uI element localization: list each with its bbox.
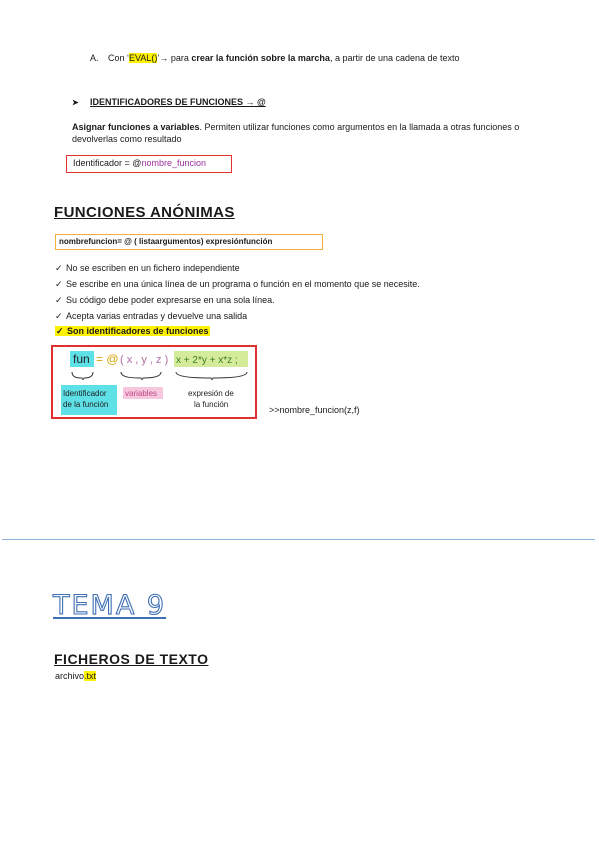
diagram-eq-at-text: = @ — [96, 352, 119, 366]
anonimas-title: FUNCIONES ANÓNIMAS — [54, 204, 235, 221]
diagram-label-ident-2: de la función — [63, 400, 109, 409]
identificadores-desc-bold: Asignar funciones a variables — [72, 122, 200, 132]
archivo-line — [55, 671, 96, 681]
identificadores-heading-text: IDENTIFICADORES DE FUNCIONES → @ — [90, 97, 266, 107]
highlighted-check — [55, 326, 210, 336]
check-item — [55, 294, 275, 306]
check-icon: ✓ — [55, 263, 63, 273]
tema-title: TEMA 9 — [53, 590, 167, 621]
anonymous-function-diagram — [51, 345, 257, 419]
check-item-text: No se escriben en un fichero independiente — [66, 263, 240, 273]
ficheros-title: FICHEROS DE TEXTO — [54, 651, 209, 667]
diagram-expr-text: x + 2*y + x*z ; — [176, 355, 238, 366]
check-icon: ✓ — [55, 295, 63, 305]
eval-prefix: Con ‘ — [108, 53, 130, 63]
identificadores-desc-rest: . Permiten utilizar funciones como argumentos en la llamada a otras funciones o devolverlas como resultado — [72, 122, 520, 144]
archivo-extension: .txt — [84, 671, 97, 681]
identificadores-heading — [72, 97, 266, 107]
check-item — [55, 310, 247, 322]
check-item-text: Acepta varias entradas y devuelve una salida — [66, 311, 248, 321]
check-item-text: Son identificadores de funciones — [67, 326, 209, 336]
archivo-prefix: archivo — [55, 671, 85, 681]
anonimas-syntax-box: nombrefuncion= @ ( listaargumentos) expresiónfunción — [55, 234, 323, 250]
list-letter: A. — [90, 53, 99, 63]
page-separator — [2, 539, 595, 540]
brace-expr-icon — [176, 372, 247, 380]
check-icon: ✓ — [55, 311, 63, 321]
check-item — [55, 278, 420, 290]
diagram-graphic — [53, 347, 255, 417]
diagram-label-vars: variables — [125, 389, 158, 398]
diagram-fun-text: fun — [73, 352, 90, 366]
identificador-syntax-name: nombre_funcion — [141, 158, 206, 168]
identificadores-description — [72, 121, 542, 145]
check-icon: ✓ — [55, 279, 63, 289]
eval-suffix: , a partir de una cadena de texto — [329, 53, 460, 63]
eval-line — [90, 52, 460, 64]
diagram-label-expr-1: expresión de — [188, 389, 234, 398]
eval-keyword: EVAL() — [129, 53, 158, 63]
diagram-label-expr-2: la función — [194, 400, 229, 409]
check-item-highlighted — [55, 325, 210, 337]
identificador-syntax-prefix: Identificador = @ — [73, 158, 142, 168]
check-item-text: Se escribe en una única línea de un programa o función en el momento que se necesite. — [66, 279, 420, 289]
brace-ident-icon — [72, 372, 93, 380]
eval-bold-phrase: crear la función sobre la marcha — [191, 53, 330, 63]
check-icon: ✓ — [56, 326, 64, 336]
function-call-example: >>nombre_funcion(z,f) — [269, 405, 360, 415]
check-item — [55, 262, 240, 274]
diagram-args-text: ( x , y , z ) — [120, 354, 169, 366]
bullet-arrow-icon: ➤ — [72, 98, 79, 107]
brace-vars-icon — [121, 372, 161, 380]
identificador-syntax-box — [66, 155, 232, 173]
check-item-text: Su código debe poder expresarse en una sola línea. — [66, 295, 275, 305]
diagram-label-ident-1: Identificador — [63, 389, 107, 398]
eval-arrow-text: ’→ para — [157, 53, 192, 63]
